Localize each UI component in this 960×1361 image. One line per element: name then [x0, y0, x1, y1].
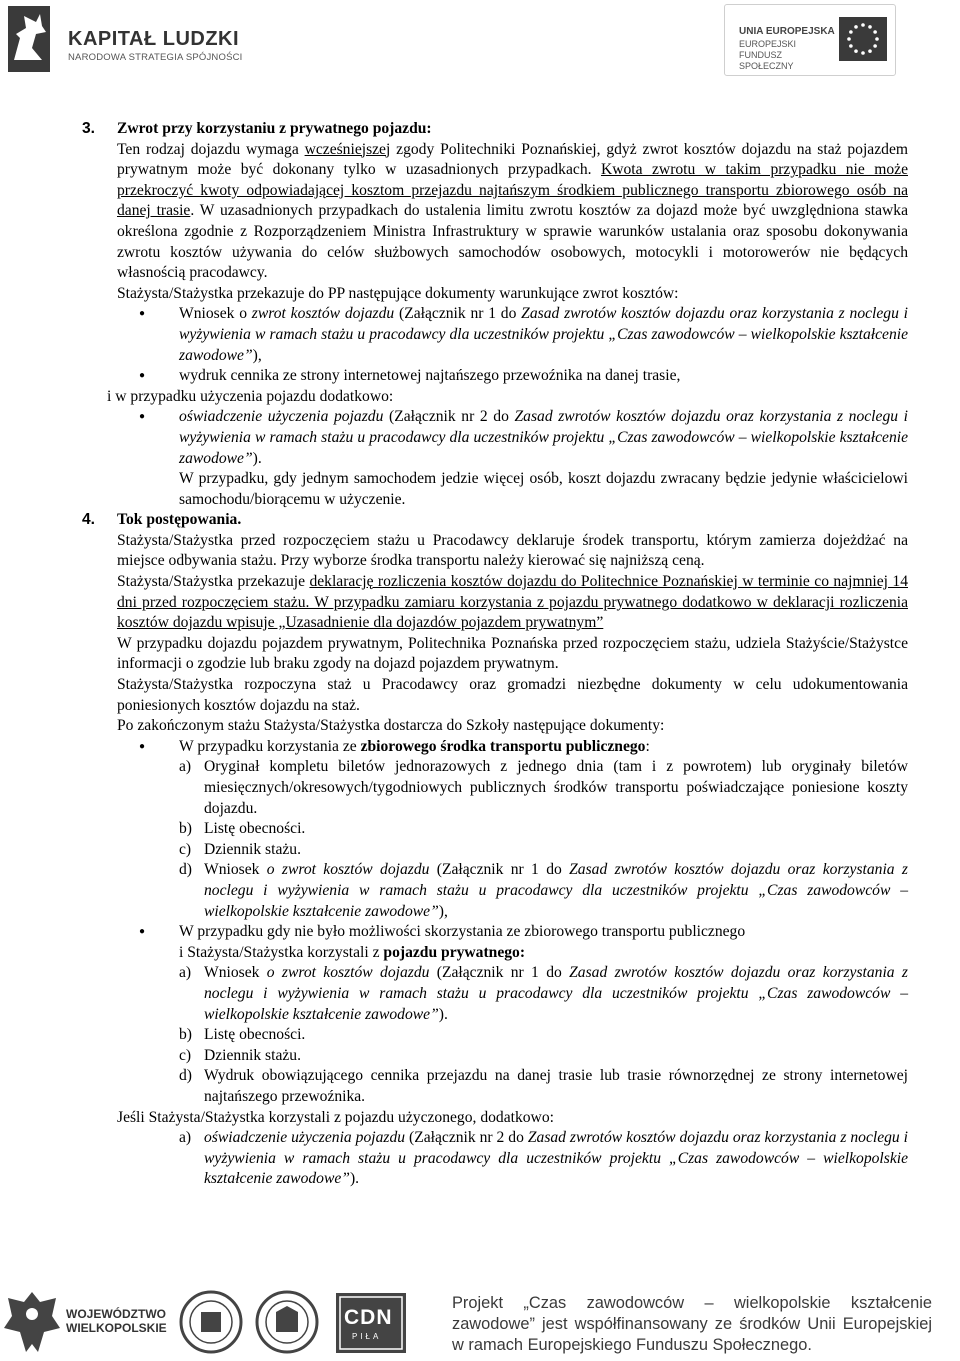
text-run: W przypadku gdy nie było możliwości skorzystania ze zbiorowego transportu publicznego	[179, 923, 746, 941]
italic-text: o zwrot kosztów dojazdu	[266, 861, 430, 879]
italic-text: Zasad zwrotów kosztów dojazdu oraz korzystania z noclegu i wyżywienia w ramach stażu u pracodawcy dla uczestników projektu „Czas zawodowców – wielkopolskie kształcenie zawodowe”	[179, 305, 908, 364]
section-4-paragraph-1: Stażysta/Stażystka przed rozpoczęciem stażu u Pracodawcy deklaruje środek transportu, którym zamierza dojeżdżać na miejsce odbywania stażu. Przy wyborze środka transportu należy kierować się najniższą ceną.	[117, 531, 908, 570]
italic-text: o zwrot kosztów dojazdu	[266, 964, 430, 982]
text-run: Wydruk obowiązującego cennika przejazdu na danej trasie lub trasie równorzędnej ze strony internetowej najtańszego przewoźnika.	[204, 1067, 908, 1105]
text-run: Wniosek	[204, 964, 267, 982]
section-4-number: 4.	[82, 511, 96, 529]
section-3-paragraph-2: Stażysta/Stażystka przekazuje do PP następujące dokumenty warunkujące zwrot kosztów:	[117, 284, 679, 302]
section-4-paragraph-3: W przypadku dojazdu pojazdem prywatnym, Politechnika Poznańska przed rozpoczęciem stażu, udziela Stażyście/Stażystce informacji o zgodzie lub braku zgody na dojazd pojazdem prywatnym.	[117, 634, 908, 673]
eu-star-icon	[868, 25, 872, 29]
text-run: Listę obecności.	[204, 1026, 306, 1044]
text-run: Oryginał kompletu biletów jednorazowych z jednego dnia (tam i z powrotem) lub oryginały biletów miesięcznych/okresowych/tygodniowych publicznych środków transportu poświadczające poniesione koszty dojazdu.	[204, 758, 908, 817]
text-run: ).	[349, 1170, 360, 1188]
text-run: :	[645, 737, 650, 755]
document-body	[82, 119, 908, 1190]
item-letter: d)	[179, 1067, 192, 1085]
section-4-paragraph-4: Stażysta/Stażystka rozpoczyna staż u Pracodawcy oraz gromadzi niezbędne dokumenty w celu udokumentowania poniesionych kosztów dojazdu na staż.	[117, 676, 908, 714]
sub-item	[82, 860, 908, 922]
eu-logo-lines	[739, 39, 831, 72]
text-run: (Załącznik nr 2 do	[405, 1129, 528, 1147]
item-letter: b)	[179, 1026, 192, 1044]
list-item: ● wydruk cennika ze strony internetowej najtańszego przewoźnika na danej trasie,	[179, 366, 908, 387]
sub-item	[82, 963, 908, 1025]
eu-star-icon	[849, 44, 853, 48]
text-run: W przypadku korzystania ze	[179, 737, 361, 755]
wojewodztwo-logo-text	[66, 1307, 167, 1335]
kapital-ludzki-subtitle: NARODOWA STRATEGIA SPÓJNOŚCI	[68, 52, 243, 63]
italic-text: oświadczenie użyczenia pojazdu	[204, 1129, 406, 1147]
list-item	[179, 407, 908, 469]
list-item	[179, 737, 908, 758]
sub-item	[82, 1046, 908, 1067]
text-run: Wniosek	[204, 861, 267, 879]
sub-item	[82, 840, 908, 861]
text-run: Ten rodzaj dojazdu wymaga	[117, 140, 305, 158]
bold-text: zbiorowego środka transportu publicznego	[360, 737, 646, 755]
italic-text: oświadczenie użyczenia pojazdu	[179, 408, 384, 426]
italic-text: Zasad zwrotów kosztów dojazdu oraz korzystania z noclegu i wyżywienia w ramach stażu u pracodawcy dla uczestników projektu „Czas zawodowców – wielkopolskie kształcenie zawodowe”	[204, 1129, 908, 1188]
sub-item	[82, 1025, 908, 1046]
eu-logo-line2: EUROPEJSKI	[739, 39, 797, 49]
item-letter: b)	[179, 820, 192, 838]
eu-star-icon	[847, 37, 851, 41]
bold-text: pojazdu prywatnego:	[383, 943, 526, 961]
wojewodztwo-line2: WIELKOPOLSKIE	[66, 1321, 167, 1335]
section-4-bullet-list-1	[82, 737, 908, 758]
item-letter: a)	[179, 1129, 192, 1147]
sub-item	[82, 819, 908, 840]
text-run: (Załącznik nr 2 do	[383, 408, 515, 426]
section-4-heading	[82, 510, 908, 531]
eu-logo-line3: FUNDUSZ SPOŁECZNY	[739, 50, 794, 71]
item-letter: c)	[179, 1046, 192, 1064]
school-seal-icon	[254, 1290, 320, 1354]
italic-text: Zasad zwrotów kosztów dojazdu oraz korzystania z noclegu i wyżywienia w ramach stażu u pracodawcy dla uczestników projektu „Czas zawodowców – wielkopolskie kształcenie zawodowe”	[179, 408, 908, 467]
eu-star-icon	[861, 23, 865, 27]
text-run: ).	[438, 1005, 448, 1023]
kapital-ludzki-logo	[6, 4, 266, 74]
eu-star-icon	[854, 49, 858, 53]
section-3-number: 3.	[82, 120, 96, 137]
list-item	[179, 304, 908, 366]
item-letter: a)	[179, 758, 192, 776]
text-run: ).	[252, 449, 262, 467]
section-3-paragraph-1	[82, 140, 908, 284]
project-cofinancing-note: Projekt „Czas zawodowców – wielkopolskie kształcenie zawodowe” jest współfinansowany ze środków Unii Europejskiej w ramach Europejskiego Funduszu Społecznego.	[452, 1294, 932, 1354]
politechnika-seal-icon	[178, 1290, 244, 1354]
text-run: zgody Politechniki Poznańskiej, gdyż zwrot kosztów dojazdu na staż pojazdem prywatnym może być dokonany tylko w uzasadnionych przypadkach.	[117, 140, 908, 179]
section-3-heading	[82, 119, 908, 140]
text-run: Wniosek o	[179, 305, 252, 323]
eu-star-icon	[861, 51, 865, 55]
eu-star-icon	[849, 30, 853, 34]
italic-text: zwrot kosztów dojazdu	[251, 305, 395, 323]
item-letter: c)	[179, 840, 192, 858]
cdn-logo-text: CDN	[344, 1306, 393, 1329]
text-run: Dziennik stażu.	[204, 840, 301, 858]
eu-flag-icon	[839, 17, 887, 61]
italic-text: Zasad zwrotów kosztów dojazdu oraz korzystania z noclegu i wyżywienia w ramach stażu u pracodawcy dla uczestników projektu „Czas zawodowców – wielkopolskie kształcenie zawodowe”	[204, 861, 908, 920]
wojewodztwo-line1: WOJEWÓDZTWO	[66, 1307, 166, 1321]
eu-logo-line1: UNIA EUROPEJSKA	[739, 26, 835, 37]
section-4-paragraph-6: Jeśli Stażysta/Stażystka korzystali z pojazdu użyczonego, dodatkowo:	[117, 1108, 554, 1126]
sub-item	[82, 757, 908, 819]
underlined-text: Kwota zwrotu w takim przypadku nie może przekroczyć kwoty odpowiadającej kosztom przejazdu najtańszym środkiem publicznego transportu zbiorowego osób na danej trasie	[117, 161, 908, 220]
text-run: Stażysta/Stażystka przekazuje	[117, 573, 310, 591]
text-run: ),	[252, 346, 262, 364]
section-3-title: Zwrot przy korzystaniu z prywatnego pojazdu:	[117, 120, 432, 137]
section-4-title: Tok postępowania.	[117, 511, 242, 529]
italic-text: Zasad zwrotów kosztów dojazdu oraz korzystania z noclegu i wyżywienia w ramach stażu u pracodawcy dla uczestników projektu „Czas zawodowców – wielkopolskie kształcenie zawodowe”	[204, 964, 908, 1023]
eu-star-icon	[875, 37, 879, 41]
item-letter: d)	[179, 861, 192, 879]
item-letter: a)	[179, 964, 192, 982]
underlined-text: deklarację rozliczenia kosztów dojazdu do Politechnice Poznańskiej w terminie co najmniej 14 dni przed rozpoczęciem stażu. W przypadku zamiaru korzystania z pojazdu prywatnego dodatkowo w deklaracji rozliczenia kosztów dojazdu wpisuje „Uzasadnienie dla dojazdów pojazdem prywatnym”	[117, 573, 908, 632]
footer	[0, 1282, 960, 1361]
text-run: i Stażysta/Stażystka korzystali z	[179, 943, 384, 961]
text-run: . W uzasadnionych przypadkach do ustalenia limitu zwrotu kosztów za dojazd może być uwzględniona stawka określona zgodnie z Rozporządzeniem Ministra Infrastruktury w sprawie warunków ustalania oraz sposobu dokonywania zwrotu kosztów używania do celów służbowych samochodów osobowych, motocykli i motorowerów nie będących własnością pracodawcy.	[117, 202, 908, 282]
eu-efs-logo	[724, 4, 896, 76]
section-4-paragraph-2	[82, 572, 908, 634]
wielkopolska-eagle-crest-icon	[2, 1288, 62, 1356]
underlined-text: wcześniejszej	[304, 140, 391, 158]
sub-item	[82, 1128, 908, 1190]
eu-star-icon	[873, 30, 877, 34]
section-3-bullet-list-1	[82, 304, 908, 386]
text-run: (Załącznik nr 1 do	[429, 861, 570, 879]
sub-item	[82, 1066, 908, 1107]
eu-star-icon	[854, 25, 858, 29]
eu-star-icon	[868, 49, 872, 53]
section-4-paragraph-5: Po zakończonym stażu Stażysta/Stażystka dostarcza do Szkoły następujące dokumenty:	[117, 717, 665, 735]
cdn-logo-subtext: PIŁA	[352, 1332, 382, 1341]
text-run: Dziennik stażu.	[204, 1046, 301, 1064]
kapital-ludzki-title: KAPITAŁ LUDZKI	[68, 28, 240, 50]
text-run: (Załącznik nr 1 do	[394, 305, 522, 323]
list-item	[179, 922, 908, 963]
section-4-bullet-list-2	[82, 922, 908, 963]
section-3-paragraph-3: i w przypadku użyczenia pojazdu dodatkowo:	[107, 387, 394, 405]
text-run: Listę obecności.	[204, 820, 306, 838]
section-3-bullet-list-2	[82, 407, 908, 469]
section-3-paragraph-4: W przypadku, gdy jednym samochodem jedzie więcej osób, koszt dojazdu zwracany będzie jedynie właścicielowi samochodu/biorącemu w użyczenie.	[179, 470, 908, 508]
text-run: ),	[438, 902, 448, 920]
eu-star-icon	[873, 44, 877, 48]
text-run: (Załącznik nr 1 do	[429, 964, 570, 982]
kapital-ludzki-emblem-icon	[6, 4, 62, 74]
